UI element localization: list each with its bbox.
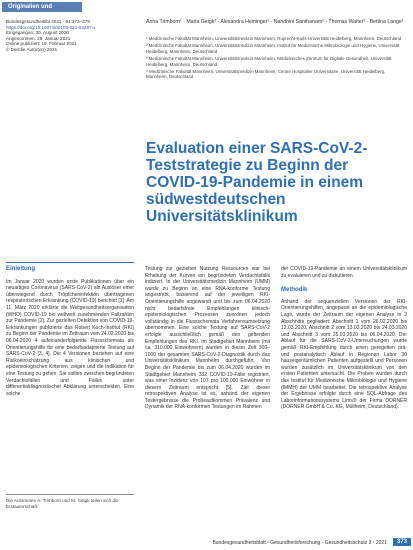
published-date: Online publiziert: 19. Februar 2021	[6, 41, 77, 47]
affiliation-1: ¹ Medizinische Fakultät Mannheim, Universitätsmedizin Mannheim, Ruprecht-Karls-Universität Heidelberg, Mannheim, Deutschland	[146, 36, 402, 41]
section-heading-methods: Methodik	[281, 287, 308, 294]
column-rule	[6, 262, 134, 263]
copyright-note: © Der/die Autor(en) 2021	[6, 46, 58, 52]
column-1	[6, 266, 134, 397]
title-line-4: südwestdeutschen	[146, 191, 286, 208]
article-title	[146, 140, 408, 225]
affiliation-4: ⁴ Medizinische Fakultät Mannheim, Universitätsmedizin Mannheim, Centre Hospitalier Universitaire, Universität Heidelberg, Mannheim, Deutschland	[146, 69, 386, 80]
column-3	[281, 266, 407, 411]
title-line-3: COVID-19-Pandemie in einem	[146, 174, 364, 191]
article-meta	[6, 19, 124, 53]
journal-footer: Bundesgesundheitsblatt - Gesundheitsforschung - Gesundheitsschutz 3 · 2021	[212, 540, 387, 546]
introduction-text: Im Januar 2020 wurden erste Publikationen über ein neuartiges Coronavirus (SARS-CoV-2) als Auslöser einer überwiegend durch Tröpfcheninfektion übertragenen respiratorischen Erkrankung (COVID-19) berichtet [1]. Am 11. März 2020 erklärte die Weltgesundheitsorganisation (WHO) COVID-19 bei weltweit zunehmenden Fallzahlen zur Pandemie [2]. Zur gezielten Detektion von COVID-19-Erkrankungen publizierte das Robert Koch-Institut (RKI) zu Beginn der Pandemie im Zeitraum vom 24.02.2020 bis 06.04.2020 4 aufeinanderfolgende Flussschemata als Orientierungshilfe für eine bedarfsadaptierte Testung auf SARS-CoV-2 [3, 4]. Die 4 Versionen beziehen auf eine Risikoeinschätzung aus klinischen und epidemiologischen Kriterien, zeigen und die Indikation für eine Testung zu gehen. Sie sollten zwischen begründeten Verdachtsfällen und Fällen unter differentialdiagnostischer Abklärung unterscheiden. Eine solche	[6, 278, 134, 397]
affiliations	[146, 36, 408, 82]
title-line-5: Universitätsklinikum	[146, 208, 298, 225]
author-list: Anna Trimborn¹ · Maria Geigk² · Alexandra Heininger¹ · Nandhini Santhanam¹ · Thomas Walter³ · Bettina Lange¹	[146, 19, 404, 25]
column-3-intro-text: der COVID-19-Pandemie an einem Universitätsklinikum zu evaluieren und zu diskutieren.	[281, 266, 407, 279]
doi-link-text[interactable]: https://doi.org/10.1007/s00103-021-03287-x	[6, 24, 96, 30]
section-tag: Originalien und Übersichten	[2, 2, 82, 12]
affiliation-2: ² Medizinische Fakultät Mannheim, Universitätsmedizin Mannheim, Institut für Medizinische Mikrobiologie und Hygiene, Universität Heidelberg, Mannheim, Deutschland	[146, 43, 400, 54]
column-2-text: Testung zur gezielten Nutzung Ressourcen war bei Erhaltung der Kurven ein begründeten Verdachtsfalls indiziert. In der Universitätsmedizin Mannheim (UMM) wurde zu Beginn an eine RNA-konforme Testung angestrebt, basierend auf der jeweiligen RKI-Orientierungshilfe angewandt und bis zum 06.04.2020 nicht bedarfsfreie Empfehlungen klinisch-epidemiologischen Prozessen zuordnen jedoch vollständig in die Flussschemata Verfahrensumsetzung übernommen. Eine solche Testung auf SARS-CoV-2 erfolgte ausschließlich gemäß den geltenden Empfehlungen des RKI. Im Stadtgebiet Mannheim (mit ca. 310.000 Einwohnern) wurden in dieser Zeit 300–1000 der gesamten SARS-CoV-2-Diagnostik durch das Universitätsklinikum Mannheim durchgeführt. Von Beginn der Pandemie bis zum 06.04.2020 wurden im Stadtgebiet Mannheim 332 COVID-19-Fälle registriert, was einer Inzidenz von 107 pro 100.000 Einwohner in diesem Zeitraum entspricht [5]. Ziel dieser retrospektiven Analyse ist es, anhand der eigenen Testergebnisse die Probeaufkommen Prävalenz und Dynamik der RNA-konformen Testungen im Rahmen	[145, 266, 270, 411]
page-number: 373	[393, 538, 411, 546]
methods-text: Anhand der sequenziellen Versionen der RKI-Orientierungshilfen, angepasst an die epidemiologische Lage, wurde der Zeitraum der eigenen Analyse in 3 Abschnitte gegliedert: Abschnitt 1 vom 26.02.2020 bis 12.03.2020, Abschnitt 2 vom 13.03.2020 bis 24.03.2020 und Abschnitt 3 vom 25.03.2020 bis 06.04.2020. Der Ablauf für die SARS-CoV-2-Untersuchungen wurde gemäß RKI-Empfehlung durch einen geregelten prä- und postanalytisch Ablauf in Regionen Labor 30 hauseigentümlichen Patienten aufgestellt und Personen wurden zusätzlich im Universitätsklinikum von den ersten Patienten untersucht. Die Proben wurden durch das Institut für Medizinische Mikrobiologie und Hygiene (IMMH) der UMM bearbeitet. Die retrospektive Analyse der Ergebnisse erfolgte durch eine SQL-Abfrage des Laborinformationssystems Lims® der Firma DORNER (DORNER GmbH & Co. KG, Müllheim, Deutschland).	[281, 298, 407, 411]
accepted-date: Angenommen: 25. Januar 2021	[6, 35, 71, 41]
section-heading-introduction: Einleitung	[6, 266, 35, 272]
author-footnote: Die Autorinnen A. Trimborn und M. Geigk teilen sich die Erstautorschaft.	[6, 494, 134, 509]
affiliation-3: ³ Medizinische Fakultät Mannheim, Universitätsmedizin Mannheim, Medizinisches Zentrum für Digitale Gesundheit, Universität Heidelberg, Mannheim, Deutschland	[146, 56, 392, 67]
title-line-2: Teststrategie zu Beginn der	[146, 157, 349, 174]
column-2	[145, 266, 270, 411]
journal-citation: Bundesgesundheitsbl 2021 · 64:373–379	[6, 19, 90, 24]
title-line-1: Evaluation einer SARS-CoV-2-	[146, 140, 368, 157]
received-date: Eingegangen: 30. August 2020	[6, 30, 69, 36]
